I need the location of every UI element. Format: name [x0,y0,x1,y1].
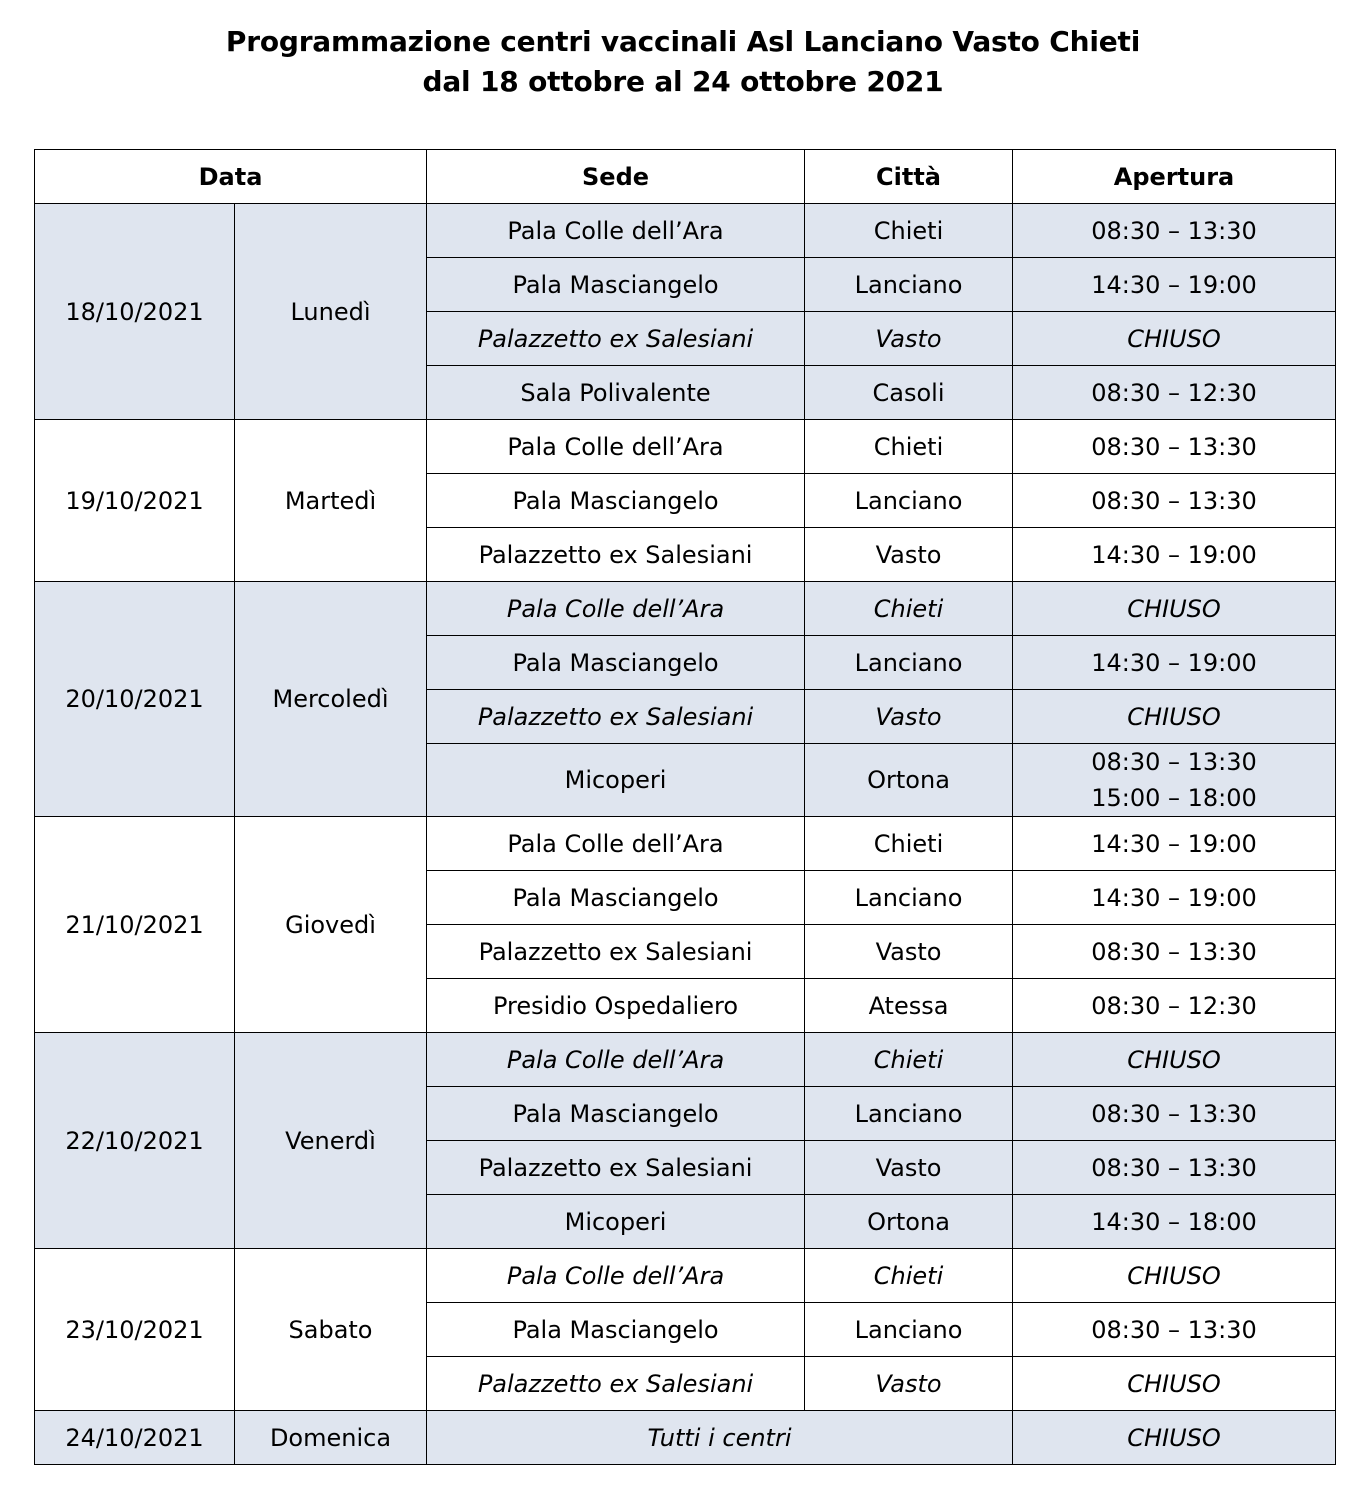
sede-cell: Pala Colle dell’Ara [427,1033,805,1087]
citta-cell: Chieti [805,1033,1013,1087]
schedule-table [34,149,1336,1465]
table-row [35,817,1336,871]
sede-cell: Pala Masciangelo [427,871,805,925]
header-data: Data [35,150,427,204]
schedule-body [35,204,1336,1465]
sede-cell: Micoperi [427,1195,805,1249]
table-row [35,1033,1336,1087]
apertura-cell: 08:30 – 12:30 [1013,366,1336,420]
apertura-cell: CHIUSO [1013,1411,1336,1465]
citta-cell: Lanciano [805,474,1013,528]
sede-cell: Pala Masciangelo [427,1303,805,1357]
apertura-cell: CHIUSO [1013,690,1336,744]
apertura-cell: 08:30 – 13:30 [1013,1303,1336,1357]
sede-cell: Presidio Ospedaliero [427,979,805,1033]
citta-cell: Ortona [805,744,1013,817]
citta-cell: Chieti [805,817,1013,871]
sede-cell: Palazzetto ex Salesiani [427,1357,805,1411]
citta-cell: Lanciano [805,871,1013,925]
title-line-2: dal 18 ottobre al 24 ottobre 2021 [422,65,944,98]
header-apertura: Apertura [1013,150,1336,204]
apertura-cell: CHIUSO [1013,312,1336,366]
apertura-cell: 14:30 – 19:00 [1013,258,1336,312]
sede-cell: Palazzetto ex Salesiani [427,925,805,979]
apertura-cell: 08:30 – 13:30 [1013,925,1336,979]
sede-cell: Pala Colle dell’Ara [427,817,805,871]
sede-cell: Palazzetto ex Salesiani [427,528,805,582]
sede-cell: Pala Colle dell’Ara [427,582,805,636]
date-cell: 21/10/2021 [35,817,235,1033]
apertura-cell: 08:30 – 13:30 [1013,420,1336,474]
apertura-lines [1013,744,1335,816]
sede-cell: Sala Polivalente [427,366,805,420]
apertura-cell: CHIUSO [1013,1249,1336,1303]
sede-cell: Palazzetto ex Salesiani [427,690,805,744]
apertura-cell: CHIUSO [1013,1033,1336,1087]
sede-cell: Pala Colle dell’Ara [427,1249,805,1303]
date-cell: 18/10/2021 [35,204,235,420]
citta-cell: Atessa [805,979,1013,1033]
apertura-cell: 14:30 – 18:00 [1013,1195,1336,1249]
table-row [35,420,1336,474]
citta-cell: Vasto [805,528,1013,582]
sede-cell: Palazzetto ex Salesiani [427,1141,805,1195]
citta-cell: Lanciano [805,258,1013,312]
apertura-cell: 14:30 – 19:00 [1013,871,1336,925]
weekday-cell: Giovedì [235,817,427,1033]
weekday-cell: Venerdì [235,1033,427,1249]
citta-cell: Ortona [805,1195,1013,1249]
apertura-cell: 08:30 – 12:30 [1013,979,1336,1033]
citta-cell: Chieti [805,204,1013,258]
weekday-cell: Domenica [235,1411,427,1465]
citta-cell: Chieti [805,420,1013,474]
apertura-cell: 14:30 – 19:00 [1013,528,1336,582]
table-row [35,204,1336,258]
sede-cell: Pala Masciangelo [427,258,805,312]
date-cell: 23/10/2021 [35,1249,235,1411]
sede-cell: Pala Masciangelo [427,1087,805,1141]
citta-cell: Lanciano [805,1087,1013,1141]
citta-cell: Vasto [805,690,1013,744]
citta-cell: Chieti [805,582,1013,636]
table-row-sunday [35,1411,1336,1465]
apertura-cell: CHIUSO [1013,582,1336,636]
citta-cell: Vasto [805,1357,1013,1411]
weekday-cell: Mercoledì [235,582,427,817]
weekday-cell: Sabato [235,1249,427,1411]
sede-cell: Pala Masciangelo [427,636,805,690]
apertura-cell [1013,744,1336,817]
title-line-1: Programmazione centri vaccinali Asl Lanciano Vasto Chieti [225,25,1141,58]
weekday-cell: Martedì [235,420,427,582]
citta-cell: Lanciano [805,1303,1013,1357]
sede-cell: Pala Colle dell’Ara [427,420,805,474]
header-row [35,150,1336,204]
citta-cell: Vasto [805,925,1013,979]
sede-cell: Pala Masciangelo [427,474,805,528]
apertura-cell: 08:30 – 13:30 [1013,204,1336,258]
page-title [0,22,1366,102]
apertura-cell: 08:30 – 13:30 [1013,1141,1336,1195]
apertura-cell: 14:30 – 19:00 [1013,636,1336,690]
date-cell: 19/10/2021 [35,420,235,582]
table-row [35,582,1336,636]
date-cell: 20/10/2021 [35,582,235,817]
citta-cell: Chieti [805,1249,1013,1303]
table-row [35,1249,1336,1303]
citta-cell: Vasto [805,1141,1013,1195]
citta-cell: Lanciano [805,636,1013,690]
weekday-cell: Lunedì [235,204,427,420]
sede-cell: Micoperi [427,744,805,817]
header-citta: Città [805,150,1013,204]
sede-cell: Pala Colle dell’Ara [427,204,805,258]
apertura-cell: 14:30 – 19:00 [1013,817,1336,871]
date-cell: 22/10/2021 [35,1033,235,1249]
header-sede: Sede [427,150,805,204]
all-centers-cell: Tutti i centri [427,1411,1013,1465]
apertura-line: 08:30 – 13:30 [1091,748,1257,776]
citta-cell: Vasto [805,312,1013,366]
apertura-cell: CHIUSO [1013,1357,1336,1411]
apertura-cell: 08:30 – 13:30 [1013,1087,1336,1141]
date-cell: 24/10/2021 [35,1411,235,1465]
sede-cell: Palazzetto ex Salesiani [427,312,805,366]
apertura-line: 15:00 – 18:00 [1091,784,1257,812]
apertura-cell: 08:30 – 13:30 [1013,474,1336,528]
citta-cell: Casoli [805,366,1013,420]
